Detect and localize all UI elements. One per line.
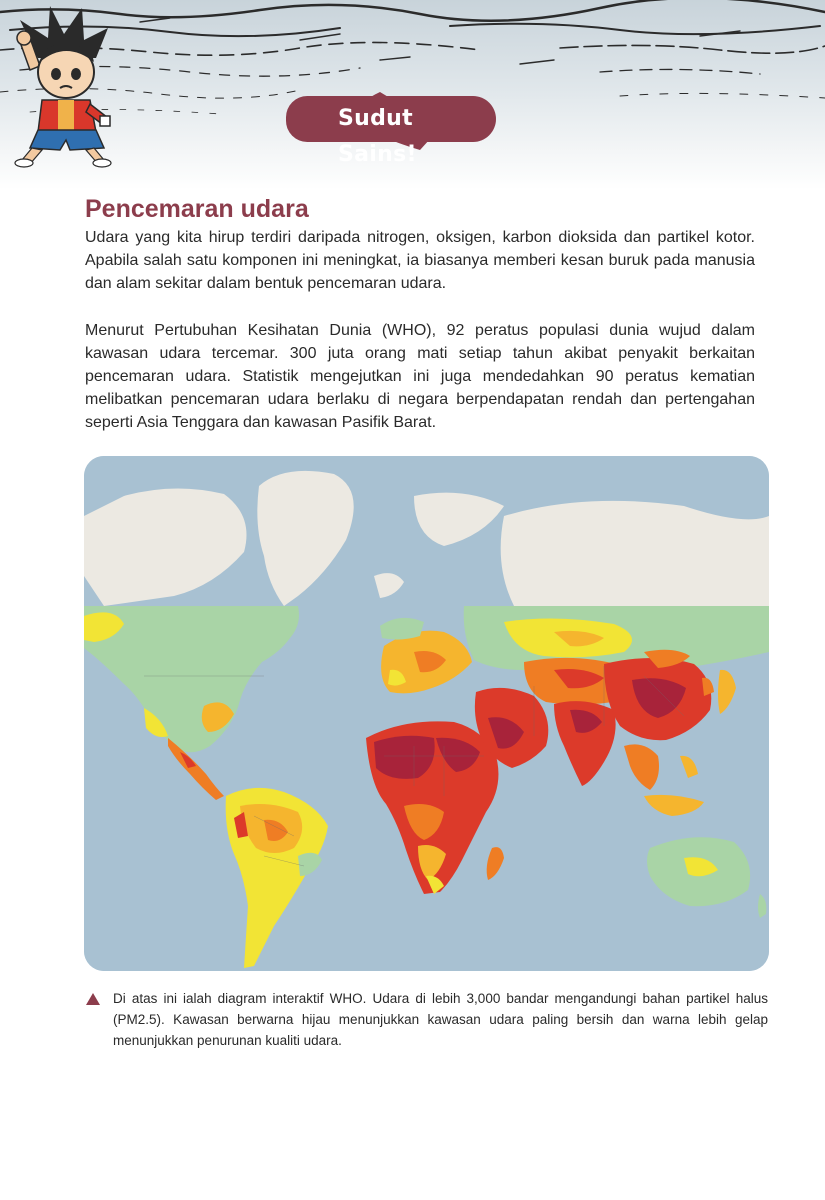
paragraph-who-statistics: Menurut Pertubuhan Kesihatan Dunia (WHO), 92 peratus populasi dunia wujud dalam kawasan udara tercemar. 300 juta orang mati setiap tahun akibat penyakit berkaitan pencemaran udara. Statistik mengejutkan ini juga mendedahkan 90 peratus kematian melibatkan pencemaran udara berlaku di negara berpendapatan rendah dan pertengahan seperti Asia Tenggara dan kawasan Pasifik Barat.	[85, 322, 755, 431]
triangle-up-icon	[86, 993, 100, 1005]
paragraph-intro: Udara yang kita hirup terdiri daripada nitrogen, oksigen, karbon dioksida dan partikel kotor. Apabila salah satu komponen ini meningkat, ia biasanya memberi kesan buruk pada manusia dan alam sekitar dalam bentuk pencemaran udara.	[85, 229, 755, 292]
header-banner	[0, 0, 825, 190]
article-title: Pencemaran udara	[85, 195, 309, 223]
mascot-character-icon	[0, 0, 120, 170]
world-map-graphic	[84, 456, 769, 971]
section-tab-label: Sudut Sains!	[338, 106, 417, 167]
world-air-pollution-map	[84, 456, 769, 971]
map-caption: Di atas ini ialah diagram interaktif WHO. Udara di lebih 3,000 bandar mengandungi bahan partikel halus (PM2.5). Kawasan berwarna hijau menunjukkan kawasan udara paling bersih dan warna lebih gelap menunjukkan penurunan kualiti udara.	[113, 991, 768, 1048]
